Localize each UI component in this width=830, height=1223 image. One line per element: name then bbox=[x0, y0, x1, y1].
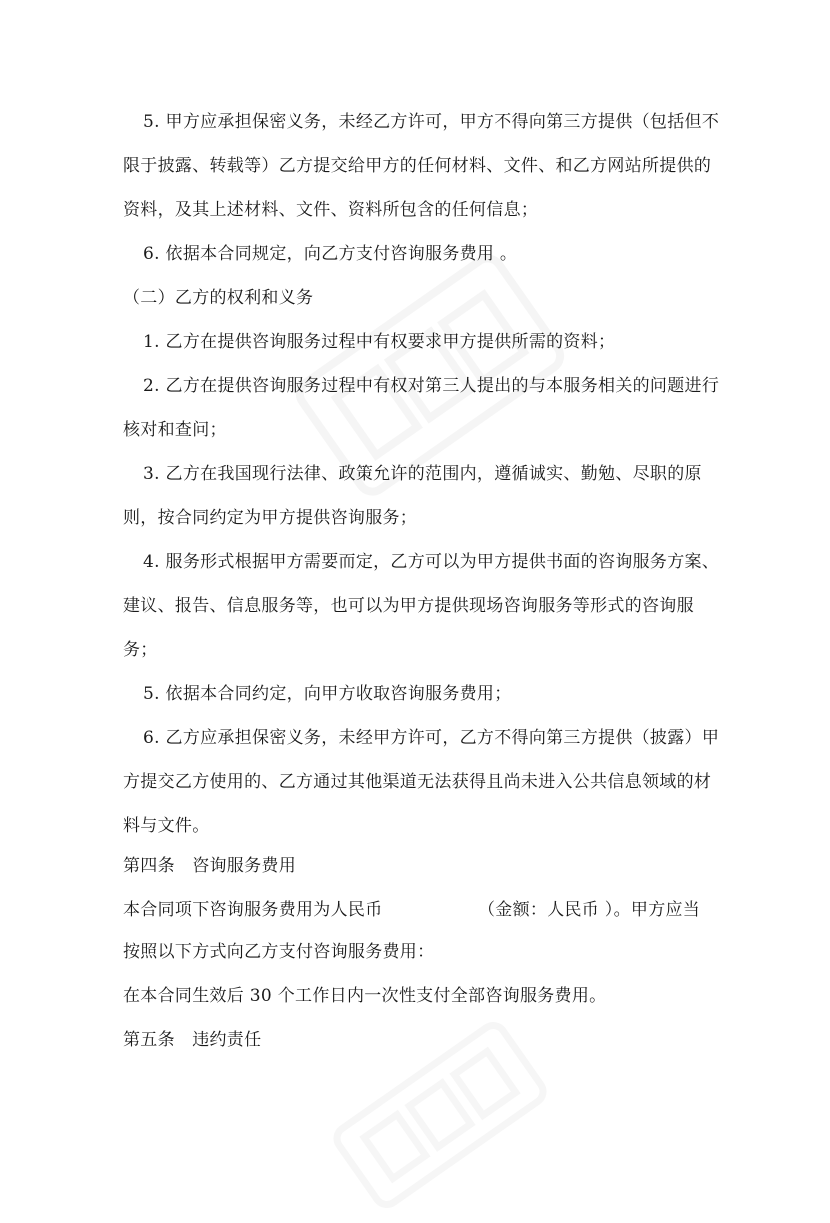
para-line-13: 务； bbox=[123, 640, 158, 660]
para-line-4: 6. 依据本合同规定，向乙方支付咨询服务费用 。 bbox=[143, 244, 518, 264]
para-line-6: 1. 乙方在提供咨询服务过程中有权要求甲方提供所需的资料； bbox=[143, 332, 616, 352]
section-heading-rights: （二）乙方的权利和义务 bbox=[123, 288, 314, 308]
fee-line-part-1: 本合同项下咨询服务费用为人民币 bbox=[123, 900, 383, 920]
para-line-17: 料与文件。 bbox=[123, 816, 210, 836]
para-line-14: 5. 依据本合同约定，向甲方收取咨询服务费用； bbox=[143, 684, 512, 704]
fee-line-part-2: （金额：人民币 ）。甲方应当 bbox=[478, 900, 701, 920]
para-line-11: 4. 服务形式根据甲方需要而定，乙方可以为甲方提供书面的咨询服务方案、 bbox=[143, 552, 720, 572]
article-five-heading: 第五条 违约责任 bbox=[123, 1030, 262, 1050]
para-line-1: 5. 甲方应承担保密义务，未经乙方许可，甲方不得向第三方提供（包括但不 bbox=[143, 112, 720, 132]
para-line-8: 核对和查问； bbox=[123, 420, 227, 440]
para-line-16: 方提交乙方使用的、乙方通过其他渠道无法获得且尚未进入公共信息领域的材 bbox=[123, 772, 712, 792]
para-line-3: 资料，及其上述材料、文件、资料所包含的任何信息； bbox=[123, 200, 539, 220]
para-line-10: 则，按合同约定为甲方提供咨询服务； bbox=[123, 508, 418, 528]
para-line-15: 6. 乙方应承担保密义务，未经甲方许可，乙方不得向第三方提供（披露）甲 bbox=[143, 728, 720, 748]
para-line-9: 3. 乙方在我国现行法律、政策允许的范围内，遵循诚实、勤勉、尽职的原 bbox=[143, 464, 702, 484]
para-line-7: 2. 乙方在提供咨询服务过程中有权对第三人提出的与本服务相关的问题进行 bbox=[143, 376, 720, 396]
fee-line-3: 在本合同生效后 30 个工作日内一次性支付全部咨询服务费用。 bbox=[123, 986, 607, 1006]
watermark-stamp-bottom bbox=[318, 1007, 561, 1223]
para-line-2: 限于披露、转载等）乙方提交给甲方的任何材料、文件、和乙方网站所提供的 bbox=[123, 156, 712, 176]
para-line-12: 建议、报告、信息服务等，也可以为甲方提供现场咨询服务等形式的咨询服 bbox=[123, 596, 694, 616]
article-four-heading: 第四条 咨询服务费用 bbox=[123, 856, 296, 876]
fee-line-2: 按照以下方式向乙方支付咨询服务费用： bbox=[123, 942, 435, 962]
